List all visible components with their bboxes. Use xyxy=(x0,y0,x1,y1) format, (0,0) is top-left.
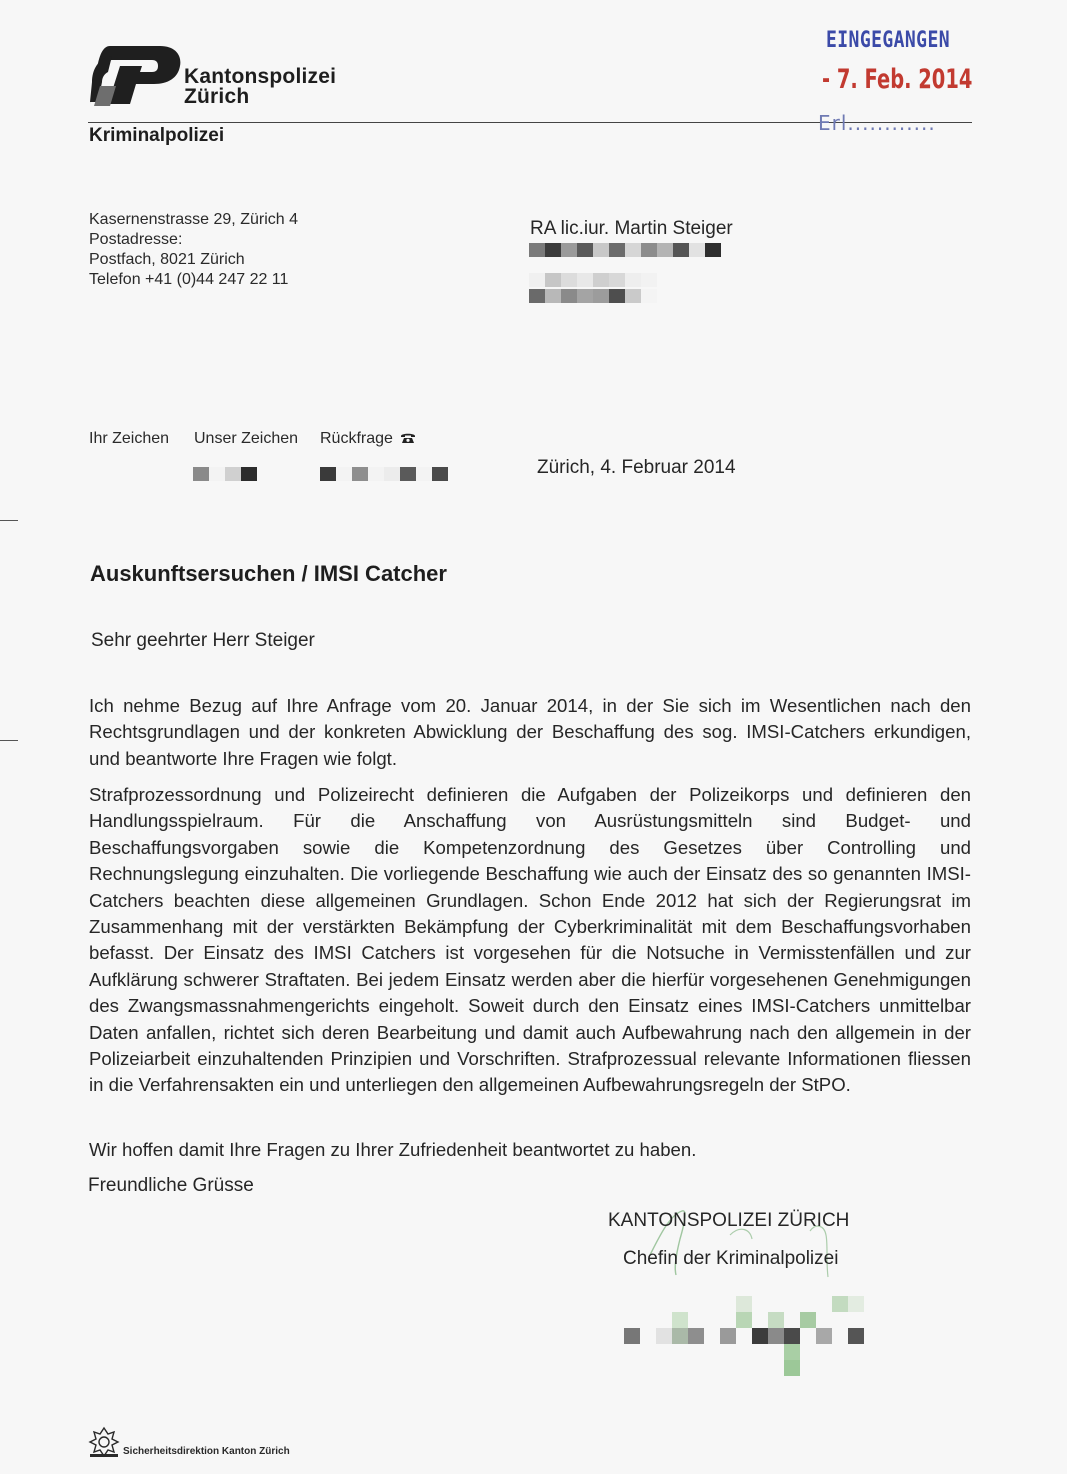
organization-name: Kantonspolizei Zürich xyxy=(184,65,337,108)
closing-phrase: Freundliche Grüsse xyxy=(88,1175,254,1196)
salutation: Sehr geehrter Herr Steiger xyxy=(91,630,315,651)
recipient-name: RA lic.iur. Martin Steiger xyxy=(530,218,733,239)
canton-emblem-icon xyxy=(88,1426,120,1458)
label-rueckfrage: Rückfrage xyxy=(320,430,393,447)
sender-address-line: Telefon +41 (0)44 247 22 11 xyxy=(89,271,289,288)
signature-title: Chefin der Kriminalpolizei xyxy=(623,1248,839,1269)
footer-department: Sicherheitsdirektion Kanton Zürich xyxy=(123,1446,290,1457)
redacted-rueckfrage xyxy=(320,467,448,481)
sender-address-line: Postfach, 8021 Zürich xyxy=(89,251,245,268)
sender-address-line: Kasernenstrasse 29, Zürich 4 xyxy=(89,211,298,228)
received-stamp-date: - 7. Feb. 2014 xyxy=(822,64,973,95)
body-paragraph: Strafprozessordnung und Polizeirecht definieren die Aufgaben der Polizeikorps und definieren den Handlungsspielraum. Für die Anschaffung von Ausrüstungsmitteln sind Budget- und Beschaffungsvorgaben sowie die Kompetenzordnung des Gesetzes über Controlling und Rechnungslegung einzuhalten. Die vorliegende Beschaffung wie auch der Einsatz des so genannten IMSI-Catchers beachten diese allgemeinen Grundlagen. Schon Ende 2012 hat sich der Regierungsrat im Zusammenhang mit der verstärkten Bekämpfung der Cyberkriminalität mit dem Beschaffungsvorhaben befasst. Der Einsatz des IMSI Catchers ist vorgesehen für die Notsuche in Vermisstenfällen und zur Aufklärung schwerer Straftaten. Bei jedem Einsatz werden aber die hierfür vorgesehenen Genehmigungen des Zwangsmassnahmengerichts eingeholt. Soweit durch den Einsatz eines IMSI-Catchers unmittelbar Daten anfallen, richtet sich deren Bearbeitung und damit auch Aufbewahrung nach den allgemein in der Polizeiarbeit einzuhaltenden Prinzipien und Vorschriften. Strafprozessual relevante Informationen fliessen in die Verfahrensakten ein und unterliegen den allgemeinen Aufbewahrungsregeln der StPO. xyxy=(89,784,971,1096)
scan-mark xyxy=(0,520,18,521)
letter-subject: Auskunftsersuchen / IMSI Catcher xyxy=(90,561,447,586)
redacted-unser-zeichen xyxy=(193,467,257,481)
received-stamp-erl: Erl............ xyxy=(818,111,936,135)
body-paragraph: Ich nehme Bezug auf Ihre Anfrage vom 20. Januar 2014, in der Sie sich im Wesentlichen nach den Rechtsgrundlagen und der konkreten Abwicklung der Beschaffung des sog. IMSI-Catchers erkundigen, und beantworte Ihre Fragen wie folgt. xyxy=(89,695,971,769)
body-paragraph: Wir hoffen damit Ihre Fragen zu Ihrer Zufriedenheit beantwortet zu haben. xyxy=(89,1139,697,1160)
redacted-address-line xyxy=(529,243,721,257)
telephone-icon xyxy=(400,432,416,444)
sender-address xyxy=(89,210,298,290)
redacted-signature xyxy=(624,1296,874,1380)
label-unser-zeichen: Unser Zeichen xyxy=(194,430,299,447)
letter-date: Zürich, 4. Februar 2014 xyxy=(537,457,736,478)
received-stamp-title: EINGEGANGEN xyxy=(826,28,950,53)
scan-mark xyxy=(0,740,18,741)
department-name: Kriminalpolizei xyxy=(89,125,225,146)
sender-address-line: Postadresse: xyxy=(89,231,183,248)
redacted-postal-line xyxy=(529,273,657,305)
kantonspolizei-logo-icon xyxy=(90,42,182,108)
signature-organization: KANTONSPOLIZEI ZÜRICH xyxy=(608,1210,850,1231)
label-ihr-zeichen: Ihr Zeichen xyxy=(89,430,170,447)
